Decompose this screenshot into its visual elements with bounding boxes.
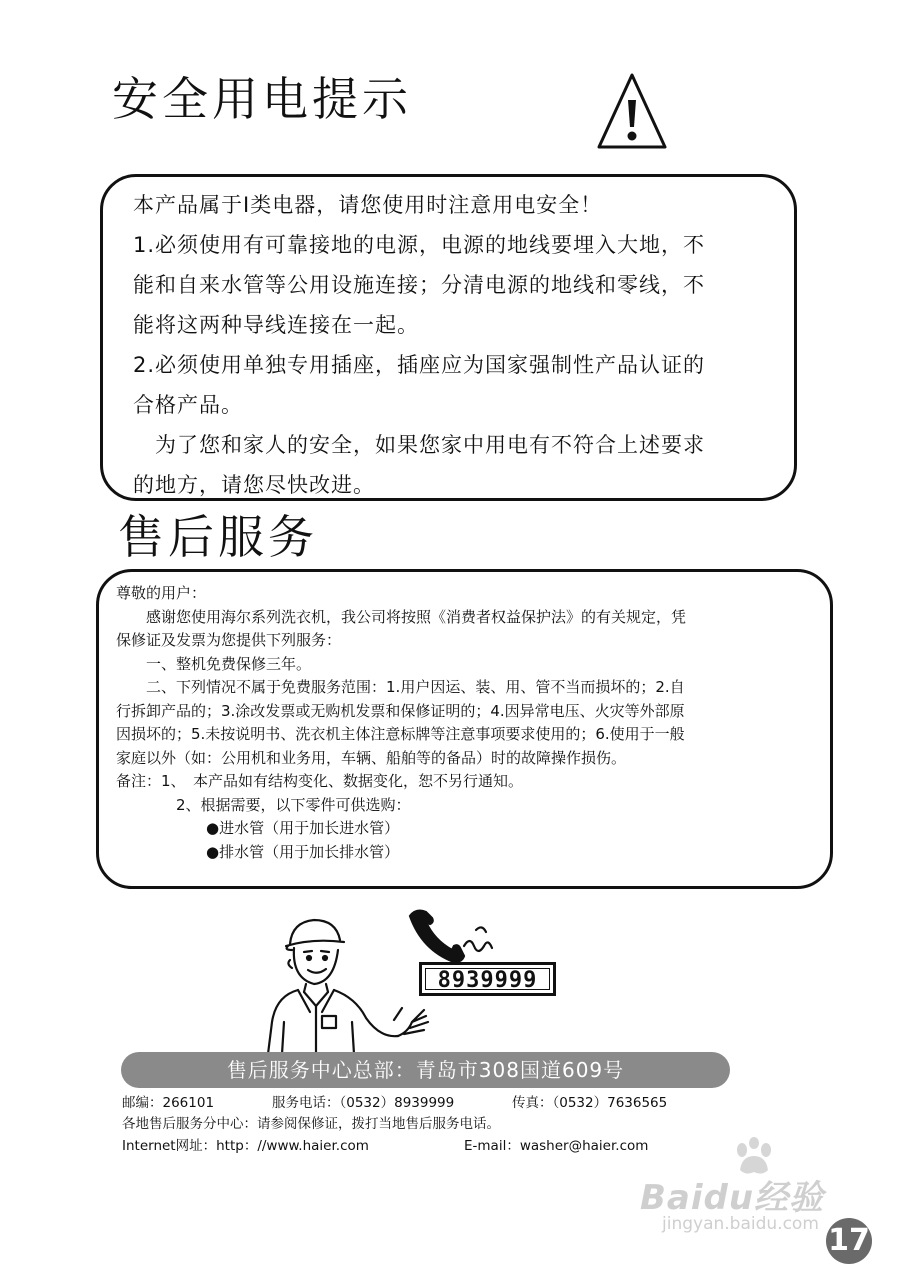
hotline-frame: [419, 962, 556, 996]
service-tel: 服务电话：（0532）8939999: [272, 1095, 455, 1111]
service-box: [96, 569, 833, 889]
safety-line: 1.必须使用有可靠接地的电源，电源的地线要埋入大地，不: [133, 233, 706, 257]
postcode: 邮编：266101: [122, 1095, 215, 1111]
fax: 传真：（0532）7636565: [512, 1095, 668, 1111]
watermark-url: jingyan.baidu.com: [662, 1214, 819, 1234]
page-number: 17: [826, 1218, 872, 1264]
service-line: 行拆卸产品的；3.涂改发票或无购机发票和保修证明的；4.因异常电压、火灾等外部原: [116, 701, 685, 720]
safety-line: 本产品属于I类电器，请您使用时注意用电安全！: [133, 193, 603, 217]
safety-line: 2.必须使用单独专用插座，插座应为国家强制性产品认证的: [133, 353, 706, 377]
service-line: 二、下列情况不属于免费服务范围：1.用户因运、装、用、管不当而损坏的；2.自: [116, 678, 685, 696]
safety-line: 为了您和家人的安全，如果您家中用电有不符合上述要求: [133, 433, 705, 457]
service-line: 家庭以外（如：公用机和业务用，车辆、船舶等的备品）时的故障操作损伤。: [116, 748, 627, 767]
service-line: 备注：1、 本产品如有结构变化、数据变化，恕不另行通知。: [116, 772, 524, 790]
service-text: [116, 582, 686, 864]
service-title: 售后服务: [118, 510, 318, 564]
safety-text: [133, 185, 705, 505]
safety-line: 能将这两种导线连接在一起。: [133, 313, 419, 337]
service-line: ●进水管（用于加长进水管）: [116, 819, 400, 837]
service-line: 因损坏的；5.未按说明书、洗衣机主体注意标牌等注意事项要求使用的；6.使用于一般: [116, 725, 685, 743]
internet-url[interactable]: Internet网址：http：//www.haier.com: [122, 1138, 369, 1154]
safety-line: 能和自来水管等公用设施连接；分清电源的地线和零线，不: [133, 273, 705, 297]
service-line: 尊敬的用户：: [116, 584, 207, 602]
watermark-brand: Baidu经验: [640, 1178, 825, 1218]
safety-box: [100, 174, 797, 501]
safety-title: 安全用电提示: [112, 72, 412, 126]
telephone-icon: [404, 906, 500, 966]
service-line: 2、根据需要，以下零件可供选购：: [116, 795, 411, 814]
service-line: 保修证及发票为您提供下列服务：: [116, 631, 342, 649]
service-line: ●排水管（用于加长排水管）: [116, 842, 400, 861]
safety-line: 合格产品。: [133, 393, 243, 417]
warning-icon: [596, 72, 668, 150]
safety-line: 的地方，请您尽快改进。: [133, 473, 375, 497]
email-address[interactable]: E-mail：washer@haier.com: [464, 1138, 649, 1154]
service-center-banner: 售后服务中心总部：青岛市308国道609号: [121, 1052, 730, 1088]
branch-info: 各地售后服务分中心：请参阅保修证，拨打当地售后服务电话。: [122, 1116, 500, 1132]
hotline-number: 8939999: [425, 968, 550, 990]
service-line: 一、整机免费保修三年。: [116, 654, 312, 673]
service-line: 感谢您使用海尔系列洗衣机，我公司将按照《消费者权益保护法》的有关规定，凭: [116, 607, 687, 626]
